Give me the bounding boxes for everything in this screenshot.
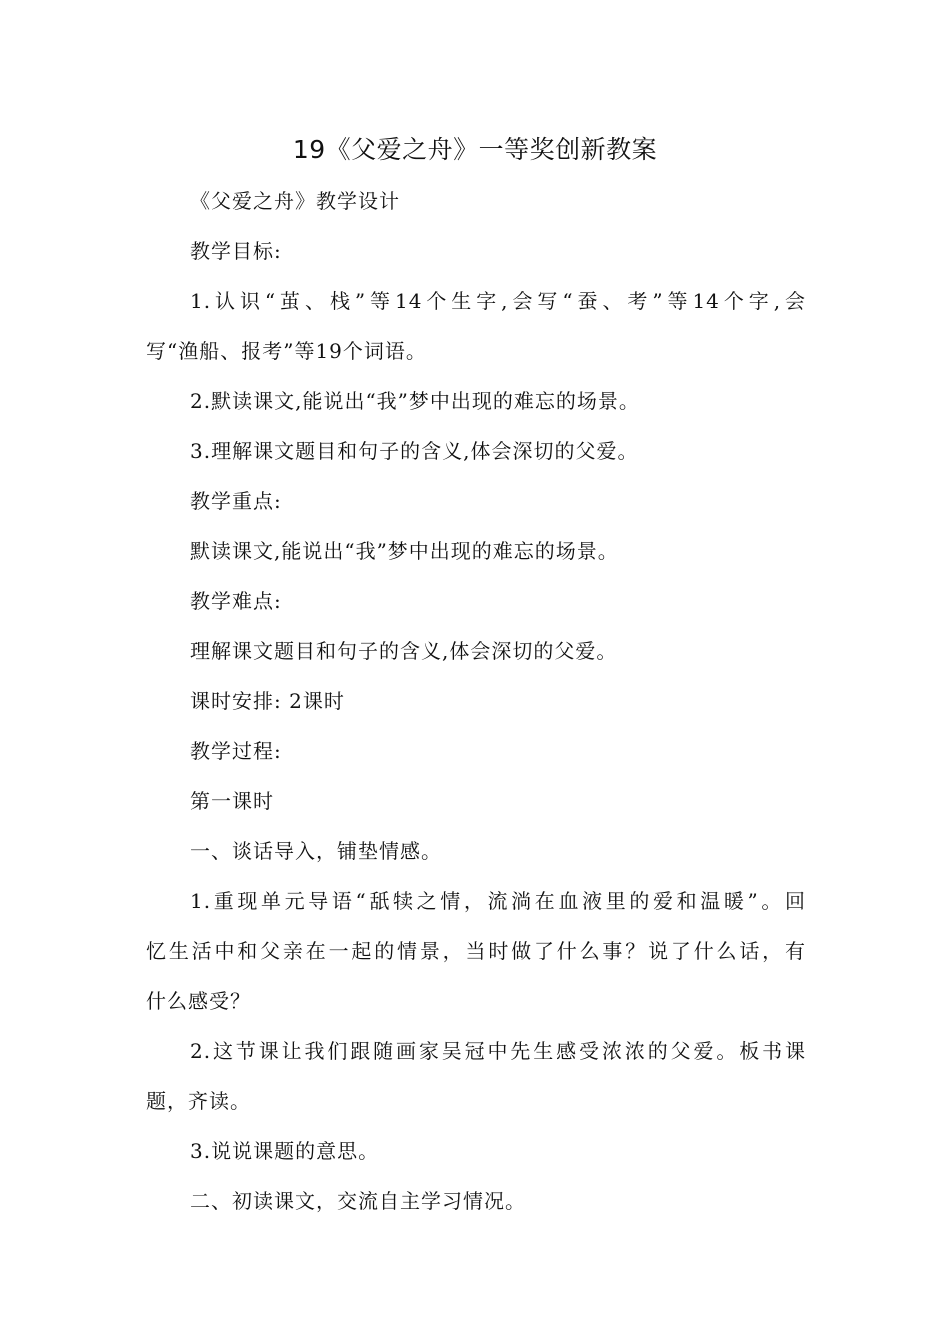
doc-line-section-1: 一、谈话导入，铺垫情感。 [190,839,442,863]
doc-line-difficulties: 理解课文题目和句子的含义,体会深切的父爱。 [190,639,618,663]
doc-line-step-1-end: 什么感受？ [146,989,251,1013]
doc-line-step-2: 2.这节课让我们跟随画家吴冠中先生感受浓浓的父爱。板书课 [190,1039,806,1063]
doc-line-step-1-cont: 忆生活中和父亲在一起的情景，当时做了什么事？说了什么话，有 [146,939,806,963]
doc-line-design-heading: 《父爱之舟》教学设计 [190,189,400,213]
document-title: 19《父爱之舟》一等奖创新教案 [292,135,658,164]
doc-line-objective-3: 3.理解课文题目和句子的含义,体会深切的父爱。 [190,439,639,463]
doc-line-objective-1-cont: 写“渔船、报考”等19个词语。 [146,339,427,363]
doc-line-first-lesson: 第一课时 [190,789,274,813]
doc-line-step-1: 1.重现单元导语“舐犊之情，流淌在血液里的爱和温暖”。回 [190,889,806,913]
doc-line-objective-2: 2.默读课文,能说出“我”梦中出现的难忘的场景。 [190,389,640,413]
doc-line-key-points: 默读课文,能说出“我”梦中出现的难忘的场景。 [190,539,619,563]
doc-line-step-3: 3.说说课题的意思。 [190,1139,380,1163]
doc-line-schedule: 课时安排: 2课时 [190,689,345,713]
doc-line-step-2-cont: 题，齐读。 [146,1089,251,1113]
doc-line-objective-1: 1.认识“茧、栈”等14个生字,会写“蚕、考”等14个字,会 [190,289,806,313]
doc-line-process-heading: 教学过程: [190,739,282,763]
doc-line-section-2: 二、初读课文，交流自主学习情况。 [190,1189,526,1213]
doc-line-objectives-heading: 教学目标: [190,239,282,263]
doc-line-difficulties-heading: 教学难点: [190,589,282,613]
doc-line-key-points-heading: 教学重点: [190,489,282,513]
